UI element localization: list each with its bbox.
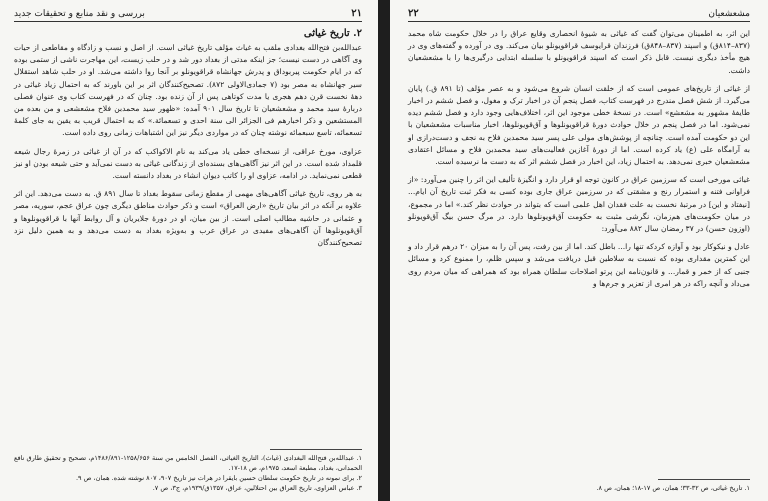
left-footnote-2: ۲. برای نمونه در تاریخ حکومت سلطان حسین بایقرا در هرات نیز تاریخ ۹۰۷، ۸۰۷ نوشته شده. همان، ص ۹. bbox=[75, 474, 362, 482]
right-running-head bbox=[408, 8, 750, 22]
section-title: ۲. تاریخ غیاثی bbox=[303, 28, 362, 39]
right-paragraph-1: این اثر، به اطمینان می‌توان گفت که غیاثی به شیوۀ انحصاری وقایع عراق را در خلال حکومت شاه محمد (۸۳۷–۸۱۴ق) و اسپند (۸۳۷–۸۴۸ق) فرزندان قرایوسف قراقویونلو بیان می‌کند. وی در آورده و گفته‌های وی در هیچ مأخذ دیگری نیست. قابل ذکر است که اسپند قراقویونلو با سلسله ابتدایی درگیری‌ها را با مشعشعیان داشت. bbox=[408, 29, 750, 75]
left-page bbox=[0, 0, 378, 501]
left-footnote-3: ۳. عباس العزاوی، تاریخ العراق بین احتلالین، عراق، ۱۳۵۷ق/۱۹۳۹م، ج۳، ص ۷. bbox=[152, 484, 362, 492]
left-running-title: بررسی و نقد منابع و تحقیقات جدید bbox=[14, 8, 145, 19]
right-paragraph-3: غیاثی مورخی است که سرزمین عراق در کانون توجه او قرار دارد و انگیزۀ تألیف این اثر را چنین می‌آورد: «از فراوانی فتنه و استمرار رنج و مشقتی که در سرزمین عراق جاری بوده کسی به فکر ثبت تاریخ آن ایام... [نیفتاد و این] در مرتبۀ نخست به علت فقدان اهل علمی است که بتواند در حوادث نظر کند.» اما در مجموع، در میان حکومت‌های هم‌زمان، نگرشی مثبت به حکومت آق‌قویونلوها دارد. در مرگ حسن بیگ آق‌قویونلو (اوزون حسن) در ۳۷ رمضان سال ۸۸۲ می‌آورد: bbox=[408, 175, 750, 234]
left-footnote-1: ۱. عبدالله‌بن فتح‌الله البغدادی (غیاث)، التاریخ الغیاثی، الفصل الخامس من سنة ۱۲۵۸/۶۵۶-۱۴۸۶/۸۹۱م، تصحیح و تحقیق طارق نافع الحمدانی، بغداد، مطبعة اسعد، ۱۹۷۵م، ص ۱۸-۱۷. bbox=[14, 454, 363, 472]
book-gutter bbox=[378, 0, 390, 501]
right-paragraph-4: عادل و نیکوکار بود و آوازه کردکه تنها را... باطل کند. اما از بین رفت، پس آن را به میزان ۲۰ درهم قرار داد و این کمترین مقداری بوده که نسبت به سلاطین قبل دریافت می‌شد و سپس ظلم، را ممنوع کرد و مسائل جنبی که از خمر و قمار... و قانون‌نامه این پرتو اصلاحات سلطان همراه بود که همراهی که میان مردم روی می‌داد و آنچه راکه در هر امری از تعزیر و جرم‌ها و bbox=[408, 242, 750, 288]
right-paragraph-2: از غیاثی از تاریخ‌های عمومی است که از خلقت انسان شروع می‌شود و به عصر مؤلف (تا ۸۹۱ ق.) پایان می‌گیرد. از شش فصل مندرج در فهرست کتاب، فصل پنجم آن در اخبار ترک و مغول، و فصل ششم در اخبار طایفۀ مشهور به مشعشع» است. در نسخۀ خطی موجود این اثر، اختلاف‌هایی وجود دارد و فصل ششم دیده نمی‌شود. اما در فصل پنجم در خلال حوادث دورۀ قراقویونلوها و آق‌قویونلوها، اخبار مناسبات مشعشعیان با این دو حکومت آمده است. چنانچه از پوشش‌های مولی علی پسر سید محمدبن فلاح به نجف و دست‌درازی او به آرامگاه علی (ع) یاد کرده است. اما از دورۀ آغازین فعالیت‌های سید محمدبن فلاح و مسائل اعتقادی مشعشعیان خبری نمی‌دهد. به احتمال زیاد، این اخبار در فصل ششم اثر که به دست ما نرسیده است. bbox=[408, 83, 750, 167]
left-footnotes bbox=[14, 449, 362, 493]
right-footnotes bbox=[408, 479, 750, 493]
right-page bbox=[390, 0, 768, 501]
right-footnote-1: ۱. تاریخ غیاثی، ص ۳۲-۳۳؛ همان، ص ۱۷-۱۸؛ همان، ص ۸. bbox=[596, 484, 750, 492]
left-paragraph-1: عبدالله‌بن فتح‌الله بغدادی ملقب به غیاث مؤلف تاریخ غیاثی است. از اصل و نسب و زادگاه و مقاطعی از حیات وی آگاهی در دست نیست؛ جز اینکه مدتی از بغداد دور شد و در حلب زیست، این مهاجرت ناشی از ستمی بوده که در ایام حکومت پیربوداق و پدرش جهانشاه قراقویونلو بر آنجا روا داشته می‌شد. او در حلب شاهد استقلال سیر جهانشاه به مصر بود (۷ جمادی‌الاولی ۸۷۲). تصحیح‌کنندگان اثر بر این باورند که به احتمال زیاد غیاثی در دهۀ نخست قرن دهم هجری یا مدت کوتاهی پس از آن زنده بود. چنان که در فهرست کتاب وی عنوان فصلی دربارۀ سید محمد و مشعشعیان تا تاریخ سال ۹۰۱ آمده: «ظهور سید محمدبن فلاح مشعشعی و من بعده من المستشعین و ذکر اخبارهم فی الجزائر الی سنة احدی و تسعمائة.» که به احتمال قریب به یقین به جای کلمۀ تسعمائه، تاسع سبعمائه نوشته چنان که در مواردی دیگر نیز این اشتباهات زمانی روی داده است. bbox=[14, 43, 362, 138]
right-running-title: مشعشعیان bbox=[708, 8, 750, 19]
left-paragraph-3: به هر روی، تاریخ غیاثی آگاهی‌های مهمی از مقطع زمانی سقوط بغداد تا سال ۸۹۱ ق. به دست می‌دهد. این اثر علاوه بر آنکه در اثر بیان تاریخ «ارض العراق» است و ذکر حوادث مناطق دیگری چون عراق عجم، سوریه، مصر و عثمانی در حاشیه مطالب اصلی است. از بین میان، او در دورۀ جلایریان و آل روابط آنها با قراقویونلوها و آق‌قویونلوها آن آگاهی‌های مفیدی در عراق عرب و به‌ویژه بغداد به دست می‌دهد و به همین دلیل نزد تصحیح‌کنندگان bbox=[14, 189, 362, 248]
right-page-number: ۲۲ bbox=[408, 8, 419, 19]
left-running-head bbox=[14, 8, 362, 22]
footnote-separator bbox=[270, 449, 362, 450]
left-page-number: ۲۱ bbox=[351, 8, 362, 19]
footnote-separator bbox=[658, 479, 750, 480]
left-paragraph-2: عزاوی، مورخ عراقی، از نسخه‌ای خطی یاد می‌کند به نام الاکواکب که در آن از غیاثی در زمرۀ رجال شیعه قلمداد شده است. در این اثر نیز آگاهی‌های بسنده‌ای از زندگانی غیاثی به دست نمی‌آید و حتی شیعه بودن او نیز قطعی نمی‌نماید. در ادامه، عزاوی او را کاتب دیوان انشاء در بغداد دانسته است. bbox=[14, 146, 362, 181]
